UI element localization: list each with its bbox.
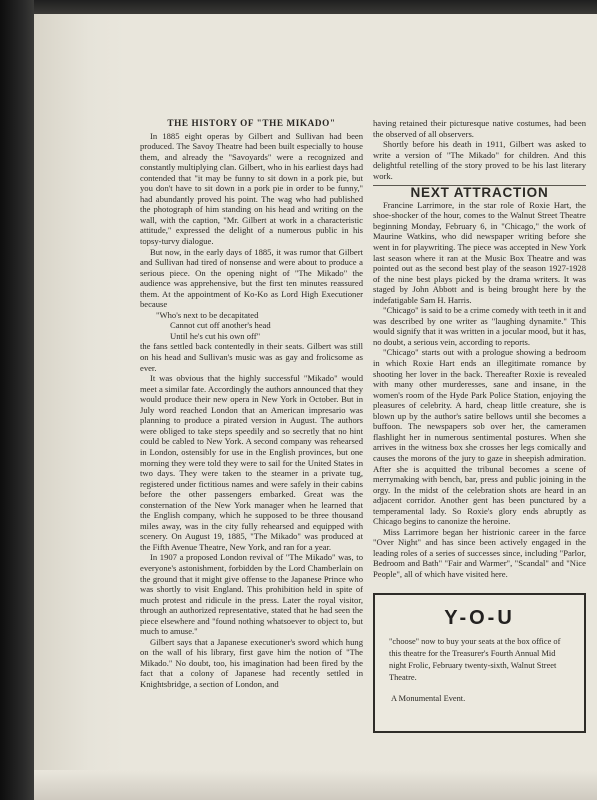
frolic-advertisement [373, 593, 586, 733]
next-attraction-heading: NEXT ATTRACTION [410, 185, 549, 201]
page-gutter-shadow [34, 10, 126, 790]
next-attraction-paragraph: "Chicago" starts out with a prologue showing a bedroom in which Roxie Hart ends an illegitimate romance by shooting her lover in the back. Thereafter Roxie is revealed with many other murderesses, sane and insane, in the women's room of the Hyde Park Police Station, enjoying the pleasures of celebrity. A hard, cheap little creature, she is blown up by the author's satire bellows until she becomes a buffoon. The newspapers sob over her, the cameramen flashlight her in numerous sentimental postures. When she arrives in the witness box she crosses her legs comically and causes the morons of the jury to gaze in sheepish admiration. After she is acquitted the tribunal becomes a scene of merrymaking with bench, bar, press and public joining in the orgy. In the midst of the celebration shots are heard in an adjacent corridor. Another gent has been punctured by a temperamental lady. So Roxie's glory ends abruptly as Chicago begins to canonize the heroine. [373, 347, 586, 527]
article-continued-paragraph: Shortly before his death in 1911, Gilbert was asked to write a version of "The Mikado" for children. And this delightful retelling of the story proved to be his last literary work. [373, 139, 586, 181]
ad-footer: A Monumental Event. [391, 694, 466, 703]
article-paragraph: In 1907 a proposed London revival of "The Mikado" was, to everyone's astonishment, forbidden by the Lord Chamberlain on the ground that it might give offense to the Japanese Prince who was shortly to visit England. This prohibition held in spite of much protest and ridicule in the press. Later the royal visitor, through an authorized representative, stated that he had seen the piece elsewhere and "found nothing whatsoever to object to, but much to amuse." [140, 552, 363, 637]
next-attraction-paragraph: Francine Larrimore, in the star role of Roxie Hart, the shoe-shocker of the hour, comes to the Walnut Street Theatre beginning Monday, February 6, in "Chicago," the work of Maurine Watkins, who did newspaper writing before she went in for playwriting. The piece was accepted in New York last season where it ran at the Music Box Theatre and was pointed out as the second best play of the season 1927-1928 of the nine best plays picked by the drama writers. It was staged by John Abbott and is being brought here by the indefatigable Sam H. Harris. [373, 199, 586, 305]
verse-line: "Who's next to be decapitated [156, 309, 259, 320]
article-continued-paragraph: having retained their picturesque native costumes, had been the observed of all observers. [373, 118, 586, 139]
article-title: THE HISTORY OF "THE MIKADO" [167, 118, 336, 128]
article-paragraph: In 1885 eight operas by Gilbert and Sullivan had been produced. The Savoy Theatre had been built especially to house them, and already the "Savoyards" were a recognized and constantly multiplying clan. Gilbert, who in his earliest days had contended that "it may be funny to sit down in a pork pie, but you don't have to sit down in a pork pie in order to be funny," had abundantly proved his point. The wag who had published the photograph of him standing on his head and writing on the wall, with the caption, "Mr. Gilbert at work in a characteristic attitude," expressed the delight of a numerous public in his topsy-turvy dialogue. [140, 130, 363, 247]
scan-border-left [0, 0, 34, 800]
mikado-article-column [140, 118, 363, 690]
page-bottom-shade [34, 770, 597, 800]
verse-line: Cannot cut off another's head [170, 320, 271, 331]
ad-title: Y-O-U [444, 607, 515, 629]
article-paragraph: It was obvious that the highly successful "Mikado" would meet a similar fate. Accordingly the authors announced that they would produce their new opera in New York in October. But in July word reached London that an American impresario was planning to produce a pirated version in August. The authors were obliged to take steps speedily and so secretly that no hint could be cabled to New York. A second company was rehearsed in London, ostensibly for use in the English provinces, but one morning they were told they were to sail for the United States in two days. They were taken to the steamer in a private tug, registered under fictitious names and were safely in their cabins before the other passengers embarked. Great was the consternation of the New York manager when he learned that the English company, which he supposed to be three thousand miles away, was in the city fully rehearsed and equipped with scenery. On August 19, 1885, "The Mikado" was produced at the Fifth Avenue Theatre, New York, and ran for a year. [140, 373, 363, 552]
verse-line: Until he's cut his own off" [170, 330, 261, 341]
article-paragraph: But now, in the early days of 1885, it was rumor that Gilbert and Sullivan had tired of nonsense and were about to produce a serious piece. On the opening night of "The Mikado" the audience was apprehensive, but the first ten minutes reassured them. At the appointment of Ko-Ko as Lord High Executioner because [140, 246, 363, 310]
ad-text: "choose" now to buy your seats at the box office of this theatre for the Treasurer's Fourth Annual Mid night Frolic, February twenty-sixth, Walnut Street Theatre. [389, 637, 561, 682]
right-column [373, 118, 586, 580]
next-attraction-paragraph: "Chicago" is said to be a crime comedy with teeth in it and was described by one writer as "laughing dynamite." This would signify that it was written in a jocular mood, but it has, no doubt, a serious vein, according to reports. [373, 305, 586, 347]
article-paragraph: Gilbert says that a Japanese executioner's sword which hung on the wall of his library, first gave him the notion of "The Mikado." No doubt, too, his imagination had been fired by the fact that a colony of Japanese had recently settled in Knightsbridge, a section of London, and [140, 636, 363, 689]
article-paragraph: the fans settled back contentedly in their seats. Gilbert was still on his head and Sullivan's music was as gay and frolicsome as ever. [140, 341, 363, 373]
next-attraction-paragraph: Miss Larrimore began her histrionic career in the farce "Over Night" and has since been actively engaged in the leading roles of a series of successes since, including "Parlor, Bedroom and Bath" "Fair and Warmer", "Scandal" and "Nice People", all of which have visited here. [373, 526, 586, 579]
scan-border-top [34, 0, 597, 14]
